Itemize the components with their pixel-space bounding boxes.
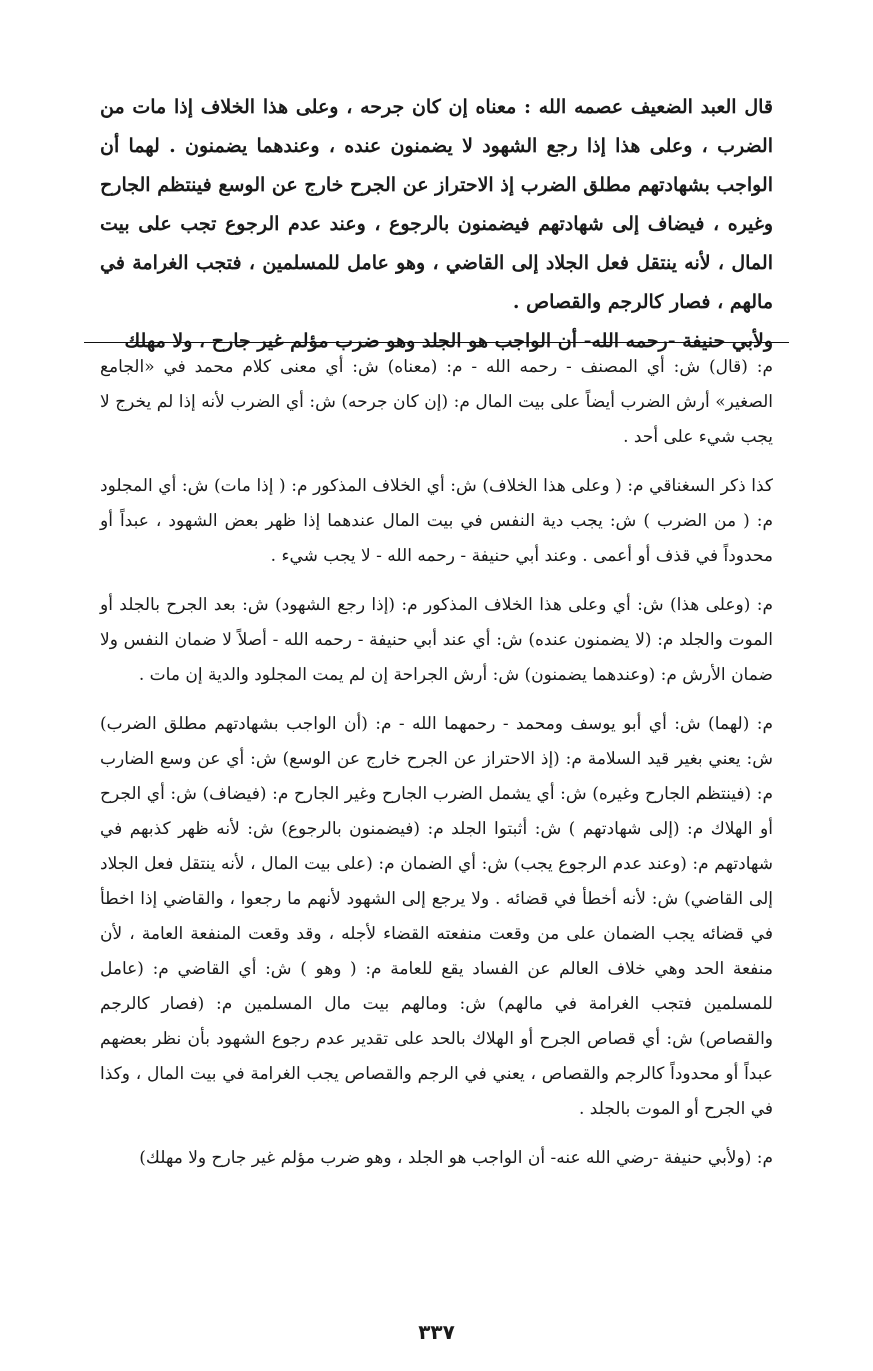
- main-text: [100, 88, 773, 361]
- section-divider: [84, 342, 789, 343]
- commentary-paragraph-2: كذا ذكر السغناقي م: ( وعلى هذا الخلاف) ش: أي الخلاف المذكور م: ( إذا مات) ش: أي المجلود م: ( من الضرب ) ش: يجب دية النفس في بيت المال عندهما إذا ظهر بعض الشهود ، عبداً أو محدوداً في قذف أو أعمى . وعند أبي حنيفة - رحمه الله - لا يجب شيء .: [100, 476, 773, 566]
- commentary-paragraph-5: م: (ولأبي حنيفة -رضي الله عنه- أن الواجب هو الجلد ، وهو ضرب مؤلم غير جارح ولا مهلك): [139, 1148, 773, 1168]
- main-text-paragraph-1: قال العبد الضعيف عصمه الله : معناه إن كان جرحه ، وعلى هذا الخلاف إذا مات من الضرب ، وعلى هذا إذا رجع الشهود لا يضمنون عنده ، وعندهما يضمنون . لهما أن الواجب بشهادتهم مطلق الضرب إذ الاحتراز عن الجرح خارج عن الوسع فينتظم الجارح وغيره ، فيضاف إلى شهادتهم فيضمنون بالرجوع ، وعند عدم الرجوع تجب على بيت المال ، لأنه ينتقل فعل الجلاد إلى القاضي ، وهو عامل للمسلمين ، فتجب الغرامة في مالهم ، فصار كالرجم والقصاص .: [100, 96, 773, 313]
- commentary-text: [100, 350, 773, 1176]
- commentary-paragraph-3: م: (وعلى هذا) ش: أي وعلى هذا الخلاف المذكور م: (إذا رجع الشهود) ش: بعد الجرح بالجلد أو الموت والجلد م: (لا يضمنون عنده) ش: أي عند أبي حنيفة - رحمه الله - أصلاً لا ضمان النفس ولا ضمان الأرش م: (وعندهما يضمنون) ش: أرش الجراحة إن لم يمت المجلود والدية إن مات .: [100, 595, 773, 685]
- commentary-paragraph-1: م: (قال) ش: أي المصنف - رحمه الله - م: (معناه) ش: أي معنى كلام محمد في «الجامع الصغير» أرش الضرب أيضاً على بيت المال م: (إن كان جرحه) ش: أي الضرب لأنه إذا لم يخرج لا يجب شيء على أحد .: [100, 357, 773, 447]
- page-number: ٣٣٧: [418, 1320, 455, 1344]
- main-text-paragraph-2: ولأبي حنيفة -رحمه الله- أن الواجب هو الجلد وهو ضرب مؤلم غير جارح ، ولا مهلك: [124, 330, 773, 352]
- commentary-paragraph-4: م: (لهما) ش: أي أبو يوسف ومحمد - رحمهما الله - م: (أن الواجب بشهادتهم مطلق الضرب) ش: يعني بغير قيد السلامة م: (إذ الاحتراز عن الجرح خارج عن الوسع) ش: أي عن وسع الضارب م: (فينتظم الجارح وغيره) ش: أي يشمل الضرب الجارح وغير الجارح م: (فيضاف) ش: أي الجرح أو الهلاك م: (إلى شهادتهم ) ش: أثبتوا الجلد م: (فيضمنون بالرجوع) ش: لأنه ظهر كذبهم في شهادتهم م: (وعند عدم الرجوع يجب) ش: أي الضمان م: (على بيت المال ، لأنه ينتقل فعل الجلاد إلى القاضي) ش: لأنه أخطأ في قضائه . ولا يرجع إلى الشهود لأنهم ما رجعوا ، والقاضي إذا اخطأ في قضائه يجب الضمان على من وقعت منفعته القضاء لأجله ، وقد وقعت المنفعة العامة ، لأن منفعة الحد وهي خلاف العالم عن الفساد يقع للعامة م: ( وهو ) ش: أي القاضي م: (عامل للمسلمين فتجب الغرامة في مالهم) ش: ومالهم بيت مال المسلمين م: (فصار كالرجم والقصاص) ش: أي قصاص الجرح أو الهلاك بالحد على تقدير عدم رجوع الشهود بأن نظر بعضهم عبداً أو محدوداً كالرجم والقصاص ، يعني في الرجم والقصاص يجب الغرامة في بيت المال ، وكذا في الجرح أو الموت بالجلد .: [100, 714, 773, 1119]
